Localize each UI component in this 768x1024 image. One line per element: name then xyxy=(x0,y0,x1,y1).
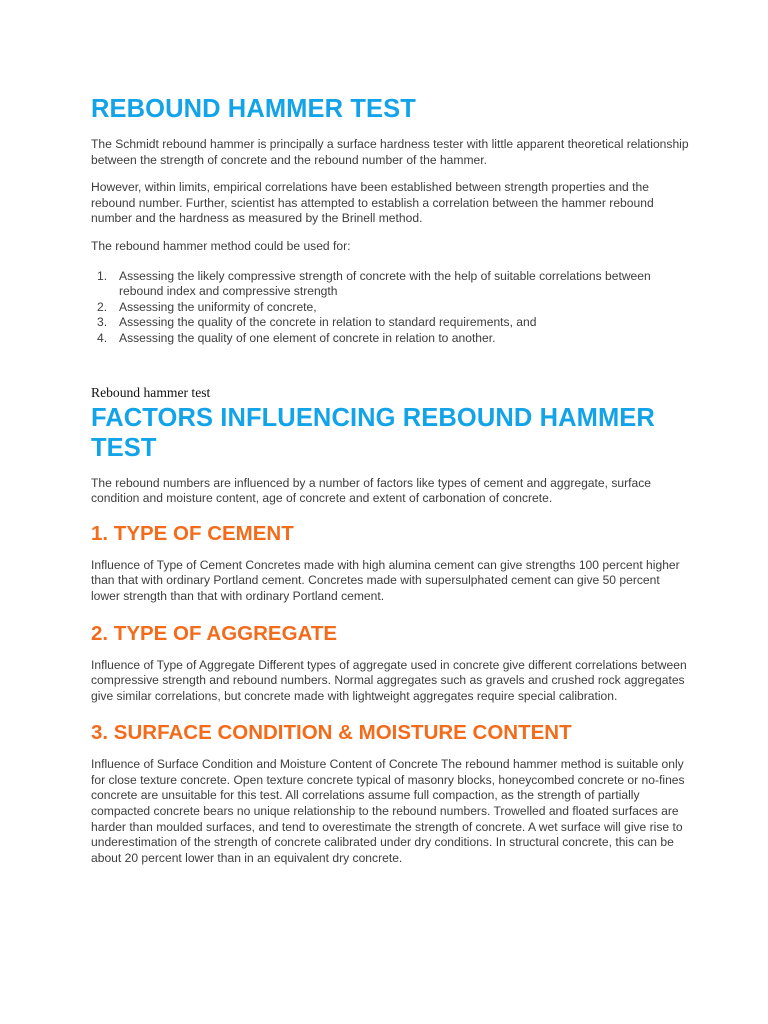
section-heading-cement: 1. TYPE OF CEMENT xyxy=(91,521,294,545)
intro-paragraph-1: The Schmidt rebound hammer is principally a surface hardness tester with little apparent theoretical relationship between the strength of concrete and the rebound number of the hammer. xyxy=(91,137,689,167)
section-heading-aggregate: 2. TYPE OF AGGREGATE xyxy=(91,621,338,645)
uses-list xyxy=(91,269,691,347)
section-text-cement: Influence of Type of Cement Concretes made with high alumina cement can give strengths 100 percent higher than that with ordinary Portland cement. Concretes made with supersulphated cement can give 50 percent lower strength than that with ordinary Portland cement. xyxy=(91,557,680,603)
section-text-aggregate: Influence of Type of Aggregate Different types of aggregate used in concrete give different correlations between compressive strength and rebound numbers. Normal aggregates such as gravels and crushed rock aggregates give similar correlations, but concrete made with lightweight aggregates require special calibration. xyxy=(91,657,687,703)
factors-heading: FACTORS INFLUENCING REBOUND HAMMER TEST xyxy=(91,403,655,462)
section-heading-surface: 3. SURFACE CONDITION & MOISTURE CONTENT xyxy=(91,721,572,745)
page-title: REBOUND HAMMER TEST xyxy=(91,95,416,123)
intro-paragraph-3: The rebound hammer method could be used for: xyxy=(91,238,351,253)
image-caption: Rebound hammer test xyxy=(91,384,211,400)
list-item-text: Assessing the uniformity of concrete, xyxy=(119,299,317,314)
list-item-text: Assessing the likely compressive strength of concrete with the help of suitable correlations between rebound index and compressive strength xyxy=(119,268,651,299)
section-text-surface: Influence of Surface Condition and Moisture Content of Concrete The rebound hammer method is suitable only for close texture concrete. Open texture concrete typical of masonry blocks, honeycombed concrete or no-fines concrete are unsuitable for this test. All correlations assume full compaction, as the strength of partially compacted concrete bears no unique relationship to the rebound numbers. Trowelled and floated surfaces are harder than moulded surfaces, and tend to overestimate the strength of concrete. A wet surface will give rise to underestimation of the strength of concrete calibrated under dry conditions. In structural concrete, this can be about 20 percent lower than in an equivalent dry concrete. xyxy=(91,757,685,865)
list-item xyxy=(91,331,691,347)
document-page xyxy=(91,94,691,866)
list-item xyxy=(91,300,691,316)
list-item-number: 2. xyxy=(97,299,108,314)
list-item-number: 4. xyxy=(97,330,108,345)
factors-intro: The rebound numbers are influenced by a number of factors like types of cement and aggregate, surface condition and moisture content, age of concrete and extent of carbonation of concrete. xyxy=(91,475,651,506)
list-item xyxy=(91,269,691,300)
list-item-number: 3. xyxy=(97,315,108,330)
intro-paragraph-2: However, within limits, empirical correlations have been established between strength properties and the rebound number. Further, scientist has attempted to establish a correlation between the hammer rebound number and the hardness as measured by the Brinell method. xyxy=(91,180,654,226)
list-item-text: Assessing the quality of the concrete in relation to standard requirements, and xyxy=(119,315,537,330)
list-item xyxy=(91,315,691,331)
list-item-text: Assessing the quality of one element of concrete in relation to another. xyxy=(119,330,496,345)
list-item-number: 1. xyxy=(97,268,108,283)
